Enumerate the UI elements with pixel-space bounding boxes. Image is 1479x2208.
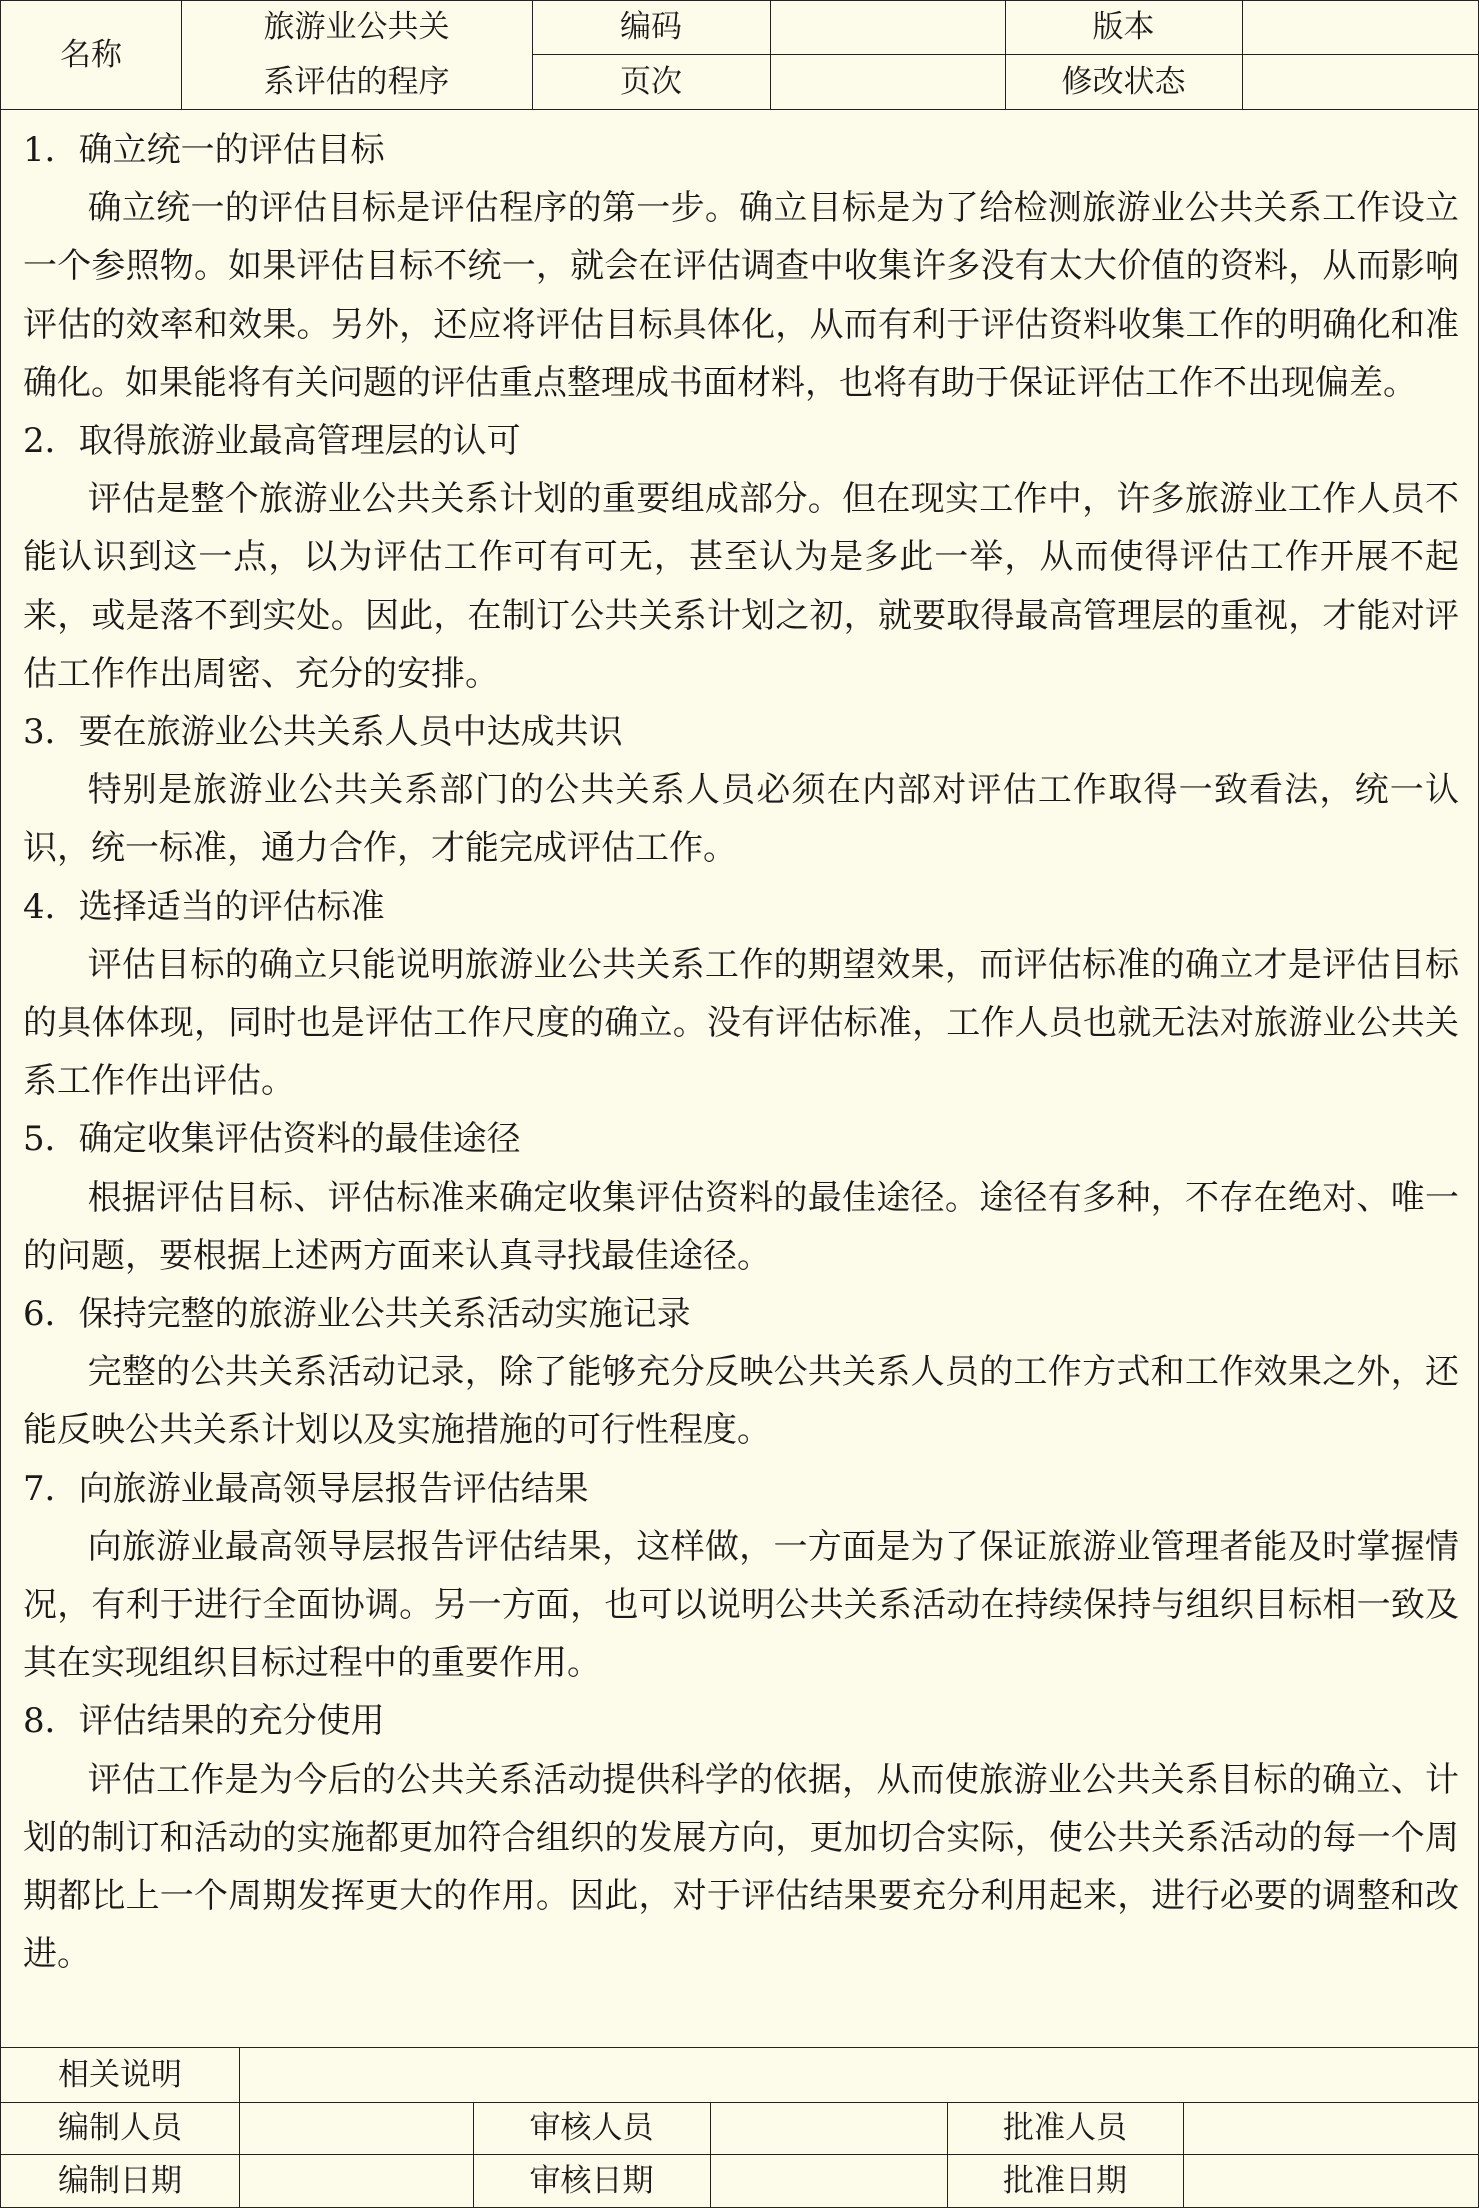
code-label: 编码	[620, 9, 682, 45]
prepared-by-value[interactable]	[239, 2103, 473, 2154]
page-label: 页次	[620, 63, 682, 100]
section-heading: 6．保持完整的旅游业公共关系活动实施记录	[23, 1294, 691, 1335]
section-paragraph: 评估是整个旅游业公共关系计划的重要组成部分。但在现实工作中，许多旅游业工作人员不能认识到这一点，以为评估工作可有可无，甚至认为是多此一举，从而使得评估工作开展不起来，或是落不到实处。因此，在制订公共关系计划之初，就要取得最高管理层的重视，才能对评估工作作出周密、充分的安排。	[23, 479, 1459, 694]
reviewed-by-value[interactable]	[710, 2103, 947, 2154]
section-heading: 3．要在旅游业公共关系人员中达成共识	[23, 712, 623, 753]
prepared-date-value[interactable]	[239, 2155, 473, 2207]
section-paragraph: 特别是旅游业公共关系部门的公共关系人员必须在内部对评估工作取得一致看法，统一认识，统一标准，通力合作，才能完成评估工作。	[23, 770, 1459, 869]
reviewed-date-label: 审核日期	[529, 2162, 654, 2199]
prepared-by-label: 编制人员	[58, 2110, 182, 2146]
approved-date-value[interactable]	[1183, 2155, 1478, 2207]
section-paragraph: 完整的公共关系活动记录，除了能够充分反映公共关系人员的工作方式和工作效果之外，还能反映公共关系计划以及实施措施的可行性程度。	[23, 1352, 1459, 1451]
section-heading: 2．取得旅游业最高管理层的认可	[23, 421, 521, 462]
section-paragraph: 评估目标的确立只能说明旅游业公共关系工作的期望效果，而评估标准的确立才是评估目标的具体体现，同时也是评估工作尺度的确立。没有评估标准，工作人员也就无法对旅游业公共关系工作作出评估。	[23, 944, 1459, 1102]
document-body	[23, 121, 1459, 1984]
revision-value[interactable]	[1242, 55, 1478, 109]
section-paragraph: 确立统一的评估目标是评估程序的第一步。确立目标是为了给检测旅游业公共关系工作设立一个参照物。如果评估目标不统一，就会在评估调查中收集许多没有太大价值的资料，从而影响评估的效率和效果。另外，还应将评估目标具体化，从而有利于评估资料收集工作的明确化和准确化。如果能将有关问题的评估重点整理成书面材料，也将有助于保证评估工作不出现偏差。	[23, 188, 1459, 403]
header-bottom-border	[1, 109, 1478, 110]
notes-value[interactable]	[239, 2048, 1478, 2102]
code-value[interactable]	[770, 1, 1005, 54]
revision-label: 修改状态	[1061, 63, 1186, 100]
notes-label: 相关说明	[58, 2056, 182, 2093]
version-value[interactable]	[1242, 1, 1478, 54]
reviewed-by-label: 审核人员	[529, 2110, 654, 2146]
reviewed-date-value[interactable]	[710, 2155, 947, 2207]
prepared-date-label: 编制日期	[58, 2162, 182, 2199]
doc-name-line1: 旅游业公共关	[263, 9, 450, 45]
section-heading: 1．确立统一的评估目标	[23, 130, 385, 170]
section-heading: 7．向旅游业最高领导层报告评估结果	[23, 1468, 589, 1509]
section-heading: 5．确定收集评估资料的最佳途径	[23, 1119, 521, 1160]
page-value[interactable]	[770, 55, 1005, 109]
name-label: 名称	[60, 36, 122, 73]
doc-name-line2: 系评估的程序	[263, 63, 450, 100]
section-paragraph: 评估工作是为今后的公共关系活动提供科学的依据，从而使旅游业公共关系目标的确立、计划的制订和活动的实施都更加符合组织的发展方向，更加切合实际，使公共关系活动的每一个周期都比上一个周期发挥更大的作用。因此，对于评估结果要充分利用起来，进行必要的调整和改进。	[23, 1759, 1459, 1975]
section-heading: 8．评估结果的充分使用	[23, 1701, 385, 1742]
approved-date-label: 批准日期	[1003, 2162, 1127, 2199]
approved-by-value[interactable]	[1183, 2103, 1478, 2154]
approved-by-label: 批准人员	[1003, 2110, 1127, 2146]
section-paragraph: 向旅游业最高领导层报告评估结果，这样做，一方面是为了保证旅游业管理者能及时掌握情况，有利于进行全面协调。另一方面，也可以说明公共关系活动在持续保持与组织目标相一致及其在实现组织目标过程中的重要作用。	[23, 1526, 1459, 1684]
section-paragraph: 根据评估目标、评估标准来确定收集评估资料的最佳途径。途径有多种，不存在绝对、唯一的问题，要根据上述两方面来认真寻找最佳途径。	[23, 1177, 1459, 1276]
version-label: 版本	[1092, 9, 1155, 45]
section-heading: 4．选择适当的评估标准	[23, 886, 385, 927]
